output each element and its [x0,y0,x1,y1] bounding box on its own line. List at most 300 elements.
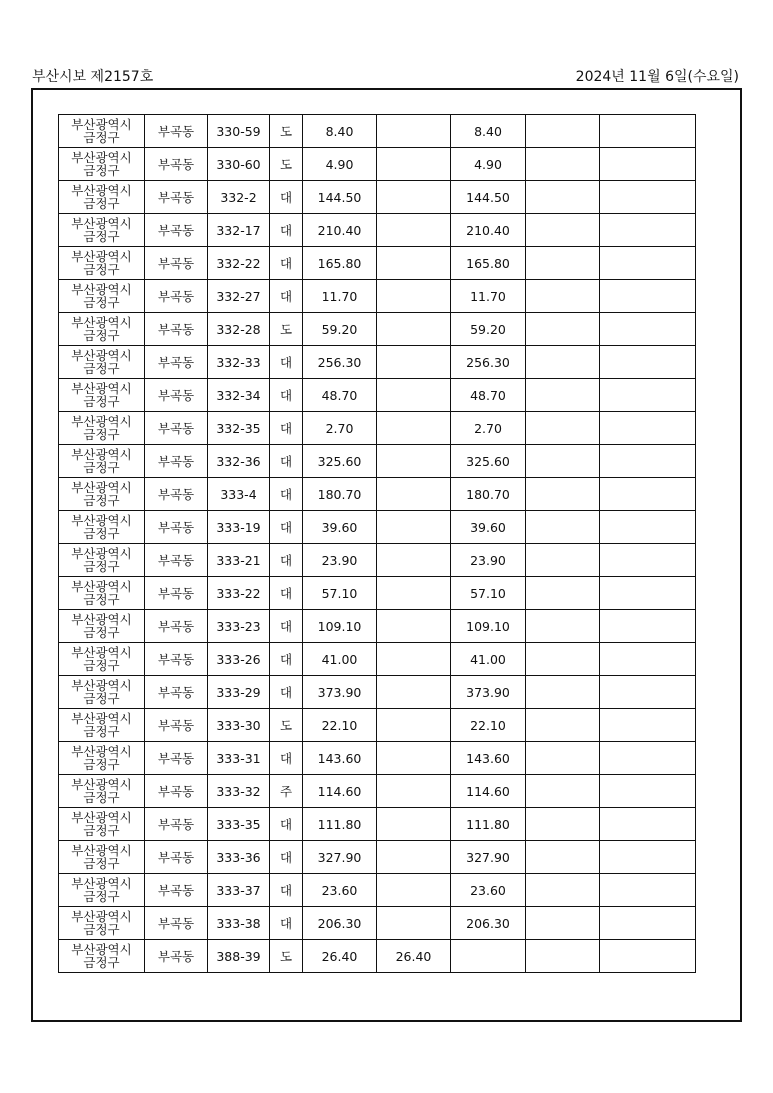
table-row [59,445,696,478]
col8-cell [526,412,600,445]
land-category-cell: 대 [270,511,303,544]
area-col6-cell [377,412,451,445]
col9-cell [600,247,696,280]
district-text: 금정구 [83,559,120,574]
lot-number-cell: 332-35 [208,412,270,445]
col9-cell [600,115,696,148]
table-row [59,643,696,676]
city-text: 부산광역시 [71,777,132,792]
lot-number-cell: 333-22 [208,577,270,610]
city-text: 부산광역시 [71,183,132,198]
area-col7-cell: 111.80 [451,808,526,841]
address-cell [59,247,145,280]
address-cell [59,808,145,841]
district-text: 금정구 [83,889,120,904]
area-col7-cell: 373.90 [451,676,526,709]
area-cell: 114.60 [303,775,377,808]
city-text: 부산광역시 [71,810,132,825]
area-col7-cell: 206.30 [451,907,526,940]
area-col7-cell: 48.70 [451,379,526,412]
dong-cell: 부곡동 [145,181,208,214]
dong-cell: 부곡동 [145,775,208,808]
area-col6-cell [377,478,451,511]
col9-cell [600,148,696,181]
district-text: 금정구 [83,757,120,772]
area-col6-cell [377,445,451,478]
land-category-cell: 대 [270,577,303,610]
area-col7-cell: 325.60 [451,445,526,478]
district-text: 금정구 [83,196,120,211]
col8-cell [526,775,600,808]
area-col6-cell [377,148,451,181]
area-col6-cell [377,610,451,643]
table-row [59,775,696,808]
dong-cell: 부곡동 [145,874,208,907]
table-row [59,841,696,874]
area-col6-cell [377,544,451,577]
district-text: 금정구 [83,856,120,871]
district-text: 금정구 [83,625,120,640]
col9-cell [600,511,696,544]
area-cell: 210.40 [303,214,377,247]
area-col6-cell: 26.40 [377,940,451,973]
district-text: 금정구 [83,592,120,607]
area-col6-cell [377,841,451,874]
address-cell [59,577,145,610]
district-text: 금정구 [83,427,120,442]
col9-cell [600,544,696,577]
land-category-cell: 대 [270,412,303,445]
address-cell [59,841,145,874]
district-text: 금정구 [83,526,120,541]
col8-cell [526,610,600,643]
address-cell [59,115,145,148]
area-col6-cell [377,643,451,676]
col9-cell [600,841,696,874]
area-col6-cell [377,742,451,775]
col8-cell [526,247,600,280]
address-cell [59,907,145,940]
col9-cell [600,709,696,742]
col8-cell [526,643,600,676]
district-text: 금정구 [83,229,120,244]
dong-cell: 부곡동 [145,907,208,940]
land-category-cell: 대 [270,643,303,676]
address-cell [59,445,145,478]
address-cell [59,511,145,544]
area-col7-cell: 23.60 [451,874,526,907]
area-cell: 23.90 [303,544,377,577]
city-text: 부산광역시 [71,348,132,363]
table-row [59,115,696,148]
col9-cell [600,940,696,973]
dong-cell: 부곡동 [145,280,208,313]
district-text: 금정구 [83,691,120,706]
address-cell [59,775,145,808]
city-text: 부산광역시 [71,150,132,165]
col8-cell [526,742,600,775]
land-category-cell: 대 [270,214,303,247]
col8-cell [526,478,600,511]
lot-number-cell: 388-39 [208,940,270,973]
city-text: 부산광역시 [71,942,132,957]
col9-cell [600,610,696,643]
city-text: 부산광역시 [71,645,132,660]
lot-number-cell: 332-17 [208,214,270,247]
col8-cell [526,907,600,940]
land-category-cell: 대 [270,247,303,280]
area-col6-cell [377,379,451,412]
lot-number-cell: 333-23 [208,610,270,643]
table-row [59,346,696,379]
land-category-cell: 대 [270,445,303,478]
area-cell: 23.60 [303,874,377,907]
table-row [59,313,696,346]
area-col7-cell: 41.00 [451,643,526,676]
col8-cell [526,577,600,610]
lot-number-cell: 333-29 [208,676,270,709]
city-text: 부산광역시 [71,612,132,627]
dong-cell: 부곡동 [145,115,208,148]
city-text: 부산광역시 [71,843,132,858]
col8-cell [526,940,600,973]
col8-cell [526,313,600,346]
col8-cell [526,511,600,544]
district-text: 금정구 [83,262,120,277]
lot-number-cell: 333-32 [208,775,270,808]
district-text: 금정구 [83,130,120,145]
col9-cell [600,808,696,841]
table-row [59,511,696,544]
land-category-cell: 대 [270,181,303,214]
dong-cell: 부곡동 [145,247,208,280]
table-row [59,247,696,280]
table-row [59,742,696,775]
city-text: 부산광역시 [71,711,132,726]
land-category-cell: 대 [270,379,303,412]
address-cell [59,544,145,577]
area-col6-cell [377,280,451,313]
col8-cell [526,379,600,412]
land-category-cell: 대 [270,841,303,874]
dong-cell: 부곡동 [145,841,208,874]
dong-cell: 부곡동 [145,445,208,478]
lot-number-cell: 333-37 [208,874,270,907]
city-text: 부산광역시 [71,216,132,231]
area-cell: 39.60 [303,511,377,544]
col8-cell [526,214,600,247]
area-cell: 180.70 [303,478,377,511]
col9-cell [600,874,696,907]
city-text: 부산광역시 [71,744,132,759]
area-col6-cell [377,907,451,940]
lot-number-cell: 332-2 [208,181,270,214]
col9-cell [600,445,696,478]
lot-number-cell: 330-59 [208,115,270,148]
dong-cell: 부곡동 [145,643,208,676]
area-col7-cell: 22.10 [451,709,526,742]
area-col6-cell [377,181,451,214]
area-cell: 22.10 [303,709,377,742]
area-cell: 26.40 [303,940,377,973]
land-table [58,114,696,973]
area-col6-cell [377,577,451,610]
land-category-cell: 대 [270,478,303,511]
area-col7-cell: 11.70 [451,280,526,313]
area-col6-cell [377,808,451,841]
col9-cell [600,478,696,511]
land-category-cell: 도 [270,148,303,181]
col8-cell [526,709,600,742]
area-col6-cell [377,709,451,742]
area-cell: 59.20 [303,313,377,346]
area-col7-cell: 180.70 [451,478,526,511]
district-text: 금정구 [83,394,120,409]
col8-cell [526,148,600,181]
col8-cell [526,808,600,841]
table-row [59,610,696,643]
city-text: 부산광역시 [71,876,132,891]
district-text: 금정구 [83,955,120,970]
city-text: 부산광역시 [71,249,132,264]
address-cell [59,709,145,742]
col8-cell [526,841,600,874]
city-text: 부산광역시 [71,513,132,528]
gazette-title: 부산시보 제2157호 [32,69,154,85]
address-cell [59,874,145,907]
dong-cell: 부곡동 [145,610,208,643]
lot-number-cell: 333-36 [208,841,270,874]
area-cell: 8.40 [303,115,377,148]
lot-number-cell: 333-26 [208,643,270,676]
col8-cell [526,676,600,709]
table-row [59,874,696,907]
land-category-cell: 도 [270,115,303,148]
table-row [59,280,696,313]
area-cell: 165.80 [303,247,377,280]
city-text: 부산광역시 [71,447,132,462]
lot-number-cell: 333-19 [208,511,270,544]
dong-cell: 부곡동 [145,412,208,445]
table-row [59,907,696,940]
address-cell [59,148,145,181]
area-col7-cell: 143.60 [451,742,526,775]
area-col7-cell: 256.30 [451,346,526,379]
dong-cell: 부곡동 [145,676,208,709]
lot-number-cell: 333-4 [208,478,270,511]
col9-cell [600,742,696,775]
area-col6-cell [377,676,451,709]
table-row [59,940,696,973]
col9-cell [600,577,696,610]
dong-cell: 부곡동 [145,742,208,775]
address-cell [59,412,145,445]
lot-number-cell: 332-28 [208,313,270,346]
table-row [59,544,696,577]
lot-number-cell: 333-38 [208,907,270,940]
area-cell: 2.70 [303,412,377,445]
land-category-cell: 대 [270,346,303,379]
col9-cell [600,775,696,808]
address-cell [59,742,145,775]
land-category-cell: 대 [270,874,303,907]
lot-number-cell: 332-33 [208,346,270,379]
address-cell [59,610,145,643]
area-col7-cell: 109.10 [451,610,526,643]
city-text: 부산광역시 [71,117,132,132]
table-row [59,412,696,445]
col8-cell [526,115,600,148]
table-row [59,577,696,610]
address-cell [59,346,145,379]
address-cell [59,643,145,676]
land-category-cell: 대 [270,907,303,940]
district-text: 금정구 [83,295,120,310]
land-table-body [59,115,696,973]
land-category-cell: 대 [270,676,303,709]
area-col6-cell [377,874,451,907]
area-cell: 57.10 [303,577,377,610]
table-row [59,808,696,841]
area-cell: 327.90 [303,841,377,874]
col9-cell [600,676,696,709]
area-col7-cell: 165.80 [451,247,526,280]
area-col7-cell: 327.90 [451,841,526,874]
land-category-cell: 대 [270,280,303,313]
dong-cell: 부곡동 [145,709,208,742]
area-col6-cell [377,313,451,346]
dong-cell: 부곡동 [145,148,208,181]
area-col6-cell [377,214,451,247]
area-col7-cell: 59.20 [451,313,526,346]
district-text: 금정구 [83,328,120,343]
area-col7-cell: 144.50 [451,181,526,214]
address-cell [59,313,145,346]
area-col7-cell: 4.90 [451,148,526,181]
lot-number-cell: 332-27 [208,280,270,313]
area-cell: 256.30 [303,346,377,379]
city-text: 부산광역시 [71,282,132,297]
land-category-cell: 도 [270,313,303,346]
city-text: 부산광역시 [71,381,132,396]
city-text: 부산광역시 [71,678,132,693]
land-category-cell: 도 [270,940,303,973]
address-cell [59,181,145,214]
land-category-cell: 대 [270,544,303,577]
dong-cell: 부곡동 [145,544,208,577]
dong-cell: 부곡동 [145,313,208,346]
area-col7-cell: 210.40 [451,214,526,247]
col8-cell [526,280,600,313]
area-col6-cell [377,247,451,280]
district-text: 금정구 [83,823,120,838]
col9-cell [600,313,696,346]
dong-cell: 부곡동 [145,379,208,412]
district-text: 금정구 [83,790,120,805]
area-col7-cell: 2.70 [451,412,526,445]
dong-cell: 부곡동 [145,808,208,841]
col9-cell [600,412,696,445]
area-col7-cell: 57.10 [451,577,526,610]
address-cell [59,940,145,973]
area-col7-cell: 39.60 [451,511,526,544]
district-text: 금정구 [83,460,120,475]
publication-date: 2024년 11월 6일(수요일) [575,69,739,85]
city-text: 부산광역시 [71,480,132,495]
table-row [59,478,696,511]
city-text: 부산광역시 [71,909,132,924]
district-text: 금정구 [83,493,120,508]
lot-number-cell: 333-31 [208,742,270,775]
lot-number-cell: 330-60 [208,148,270,181]
col9-cell [600,643,696,676]
table-row [59,379,696,412]
col9-cell [600,907,696,940]
lot-number-cell: 332-36 [208,445,270,478]
district-text: 금정구 [83,163,120,178]
area-col6-cell [377,115,451,148]
dong-cell: 부곡동 [145,511,208,544]
col8-cell [526,445,600,478]
address-cell [59,214,145,247]
city-text: 부산광역시 [71,315,132,330]
col8-cell [526,346,600,379]
district-text: 금정구 [83,724,120,739]
area-cell: 11.70 [303,280,377,313]
area-col7-cell: 8.40 [451,115,526,148]
col8-cell [526,544,600,577]
land-category-cell: 대 [270,808,303,841]
city-text: 부산광역시 [71,414,132,429]
land-category-cell: 대 [270,610,303,643]
area-cell: 325.60 [303,445,377,478]
dong-cell: 부곡동 [145,940,208,973]
col9-cell [600,280,696,313]
table-row [59,181,696,214]
address-cell [59,478,145,511]
district-text: 금정구 [83,922,120,937]
area-col7-cell: 114.60 [451,775,526,808]
area-col7-cell: 23.90 [451,544,526,577]
col9-cell [600,181,696,214]
col8-cell [526,181,600,214]
col9-cell [600,214,696,247]
land-category-cell: 주 [270,775,303,808]
table-row [59,676,696,709]
dong-cell: 부곡동 [145,346,208,379]
area-col6-cell [377,346,451,379]
lot-number-cell: 333-21 [208,544,270,577]
area-cell: 48.70 [303,379,377,412]
table-row [59,214,696,247]
dong-cell: 부곡동 [145,577,208,610]
area-cell: 144.50 [303,181,377,214]
area-cell: 41.00 [303,643,377,676]
area-cell: 373.90 [303,676,377,709]
area-cell: 206.30 [303,907,377,940]
col9-cell [600,379,696,412]
area-cell: 109.10 [303,610,377,643]
dong-cell: 부곡동 [145,478,208,511]
area-cell: 4.90 [303,148,377,181]
table-row [59,709,696,742]
district-text: 금정구 [83,361,120,376]
lot-number-cell: 332-22 [208,247,270,280]
city-text: 부산광역시 [71,546,132,561]
district-text: 금정구 [83,658,120,673]
area-col6-cell [377,511,451,544]
col9-cell [600,346,696,379]
